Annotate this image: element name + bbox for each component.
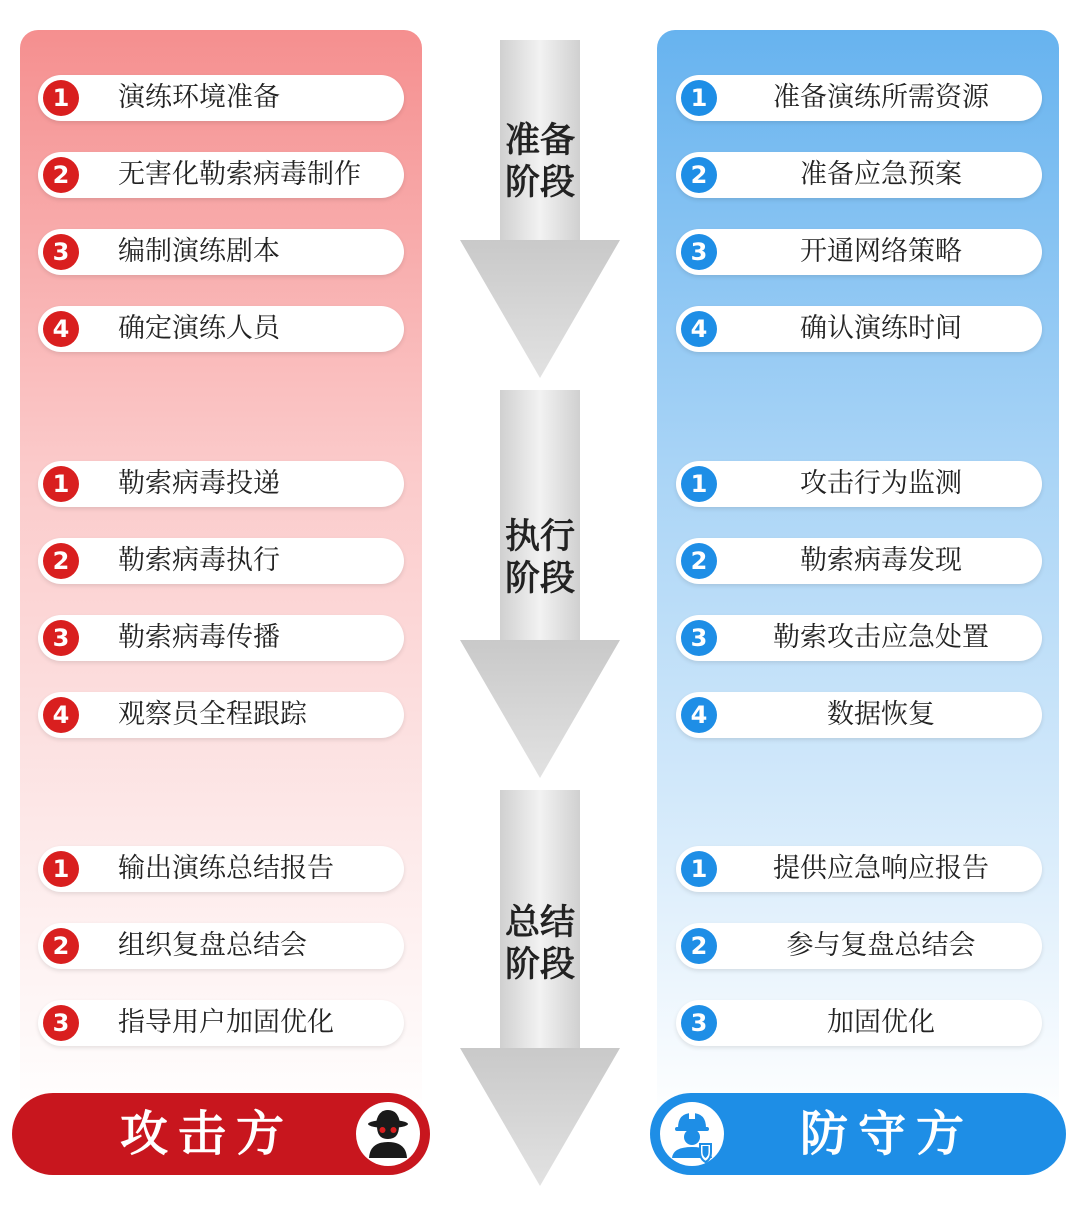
step-number-badge: 4 — [681, 311, 717, 347]
step-number-badge: 1 — [681, 80, 717, 116]
step-label: 输出演练总结报告 — [118, 853, 334, 884]
defender-summary-step-2 — [676, 923, 1042, 969]
defender-prepare-step-2 — [676, 152, 1042, 198]
defender-execute-step-2 — [676, 538, 1042, 584]
step-label: 勒索攻击应急处置 — [773, 622, 989, 653]
step-label: 观察员全程跟踪 — [118, 699, 307, 730]
step-label: 开通网络策略 — [800, 236, 962, 267]
step-number-badge: 2 — [681, 157, 717, 193]
defender-title: 防守方 — [800, 1106, 975, 1162]
defender-title-bar — [650, 1093, 1066, 1175]
defender-prepare-step-1 — [676, 75, 1042, 121]
attacker-prepare-step-2 — [38, 152, 404, 198]
step-label: 攻击行为监测 — [800, 468, 962, 499]
step-label: 加固优化 — [827, 1007, 935, 1038]
step-number-badge: 3 — [43, 1005, 79, 1041]
attacker-execute-step-3 — [38, 615, 404, 661]
step-label: 确定演练人员 — [118, 313, 280, 344]
step-label: 勒索病毒投递 — [118, 468, 280, 499]
step-label: 无害化勒索病毒制作 — [118, 159, 361, 190]
attacker-prepare-step-1 — [38, 75, 404, 121]
step-number-badge: 3 — [681, 1005, 717, 1041]
attacker-title: 攻击方 — [120, 1106, 295, 1162]
arrow-prepare — [460, 40, 620, 378]
attacker-prepare-step-4 — [38, 306, 404, 352]
stage-prepare-line1: 准备 — [504, 121, 575, 161]
step-number-badge: 4 — [43, 311, 79, 347]
stage-execute-line1: 执行 — [504, 517, 575, 557]
hacker-icon — [356, 1102, 420, 1166]
step-number-badge: 3 — [43, 234, 79, 270]
step-number-badge: 3 — [43, 620, 79, 656]
step-number-badge: 2 — [681, 928, 717, 964]
arrow-summary — [460, 790, 620, 1186]
step-label: 演练环境准备 — [118, 82, 280, 113]
stage-summary-label — [478, 902, 602, 986]
defender-summary-step-3 — [676, 1000, 1042, 1046]
step-label: 确认演练时间 — [800, 313, 962, 344]
step-number-badge: 1 — [681, 466, 717, 502]
defender-prepare-step-3 — [676, 229, 1042, 275]
stage-prepare-label — [478, 120, 602, 204]
attacker-summary-step-2 — [38, 923, 404, 969]
step-number-badge: 4 — [43, 697, 79, 733]
step-label: 参与复盘总结会 — [786, 930, 976, 961]
attacker-prepare-step-3 — [38, 229, 404, 275]
step-label: 数据恢复 — [827, 699, 935, 730]
step-number-badge: 3 — [681, 620, 717, 656]
step-label: 指导用户加固优化 — [118, 1007, 334, 1038]
step-number-badge: 2 — [43, 543, 79, 579]
step-label: 编制演练剧本 — [118, 236, 280, 267]
attacker-execute-step-4 — [38, 692, 404, 738]
attacker-title-bar — [12, 1093, 430, 1175]
step-number-badge: 3 — [681, 234, 717, 270]
security-worker-icon — [660, 1102, 724, 1166]
stage-summary-line1: 总结 — [504, 903, 575, 943]
step-label: 勒索病毒发现 — [800, 545, 962, 576]
step-number-badge: 1 — [43, 80, 79, 116]
defender-execute-step-3 — [676, 615, 1042, 661]
stage-execute-label — [478, 516, 602, 600]
defender-prepare-step-4 — [676, 306, 1042, 352]
defender-execute-step-1 — [676, 461, 1042, 507]
attacker-execute-step-2 — [38, 538, 404, 584]
defender-execute-step-4 — [676, 692, 1042, 738]
stage-execute-line2: 阶段 — [504, 559, 575, 599]
attacker-execute-step-1 — [38, 461, 404, 507]
step-number-badge: 1 — [43, 466, 79, 502]
stage-prepare-line2: 阶段 — [504, 163, 575, 203]
step-number-badge: 1 — [681, 851, 717, 887]
step-number-badge: 2 — [43, 928, 79, 964]
step-label: 组织复盘总结会 — [118, 930, 307, 961]
attacker-summary-step-1 — [38, 846, 404, 892]
attacker-summary-step-3 — [38, 1000, 404, 1046]
step-number-badge: 2 — [43, 157, 79, 193]
step-number-badge: 2 — [681, 543, 717, 579]
step-number-badge: 4 — [681, 697, 717, 733]
step-label: 准备演练所需资源 — [773, 82, 989, 113]
stage-summary-line2: 阶段 — [504, 945, 575, 985]
step-label: 准备应急预案 — [800, 159, 962, 190]
step-label: 勒索病毒传播 — [118, 622, 280, 653]
defender-summary-step-1 — [676, 846, 1042, 892]
step-label: 提供应急响应报告 — [773, 853, 989, 884]
step-number-badge: 1 — [43, 851, 79, 887]
step-label: 勒索病毒执行 — [118, 545, 280, 576]
